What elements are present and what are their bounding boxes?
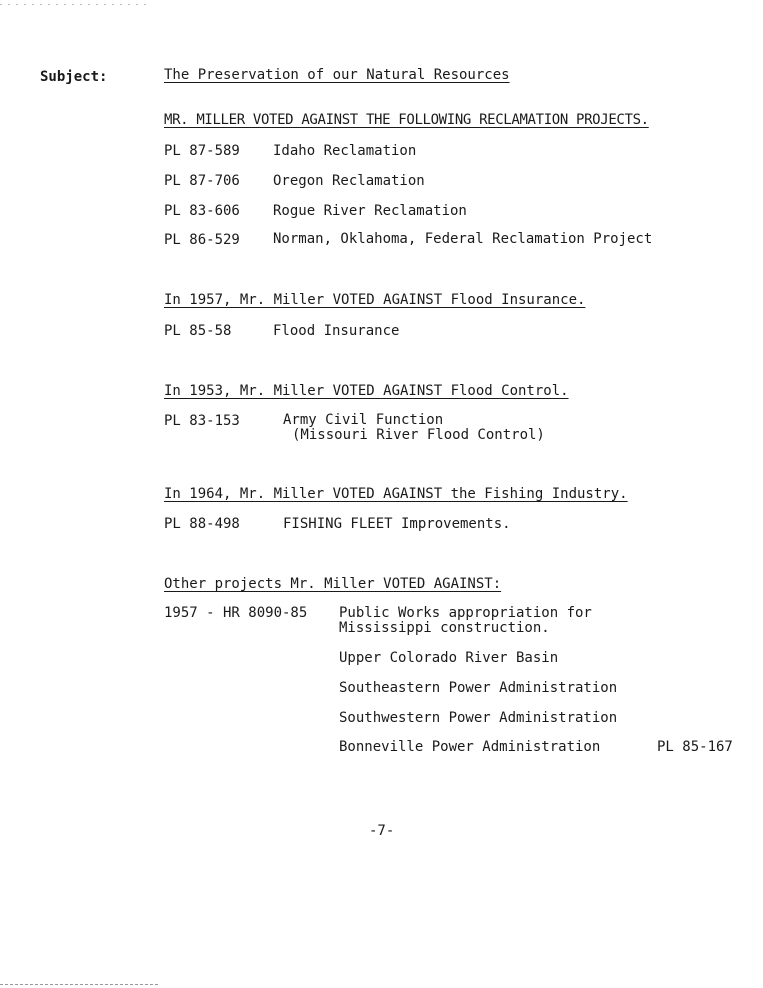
pl-number: PL 85-58 (164, 323, 232, 339)
project-description: Rogue River Reclamation (273, 203, 467, 219)
scan-artifact-bottom (0, 984, 160, 985)
project-description: Army Civil Function (283, 412, 444, 428)
section-heading-fishing: In 1964, Mr. Miller VOTED AGAINST the Fishing Industry. (164, 486, 628, 502)
project-description: Bonneville Power Administration (339, 739, 601, 755)
project-description: Flood Insurance (273, 323, 400, 339)
project-description: Southeastern Power Administration (339, 680, 618, 696)
subject-title: The Preservation of our Natural Resources (164, 67, 510, 83)
pl-number: PL 87-589 (164, 143, 240, 159)
section-heading-reclamation: MR. MILLER VOTED AGAINST THE FOLLOWING RECLAMATION PROJECTS. (164, 112, 649, 128)
project-description-continued: Mississippi construction. (339, 620, 550, 636)
page-number: -7- (369, 823, 395, 839)
project-description: Southwestern Power Administration (339, 710, 618, 726)
section-heading-flood-insurance: In 1957, Mr. Miller VOTED AGAINST Flood Insurance. (164, 292, 586, 308)
project-description: Upper Colorado River Basin (339, 650, 559, 666)
pl-number: PL 88-498 (164, 516, 240, 532)
pl-number: PL 86-529 (164, 232, 240, 248)
hr-reference: 1957 - HR 8090-85 (164, 605, 308, 621)
pl-number: PL 83-606 (164, 203, 240, 219)
project-description-continued: (Missouri River Flood Control) (292, 427, 545, 443)
section-heading-flood-control: In 1953, Mr. Miller VOTED AGAINST Flood Control. (164, 383, 569, 399)
pl-number: PL 87-706 (164, 173, 240, 189)
scan-artifact-top (0, 4, 150, 5)
project-description: Idaho Reclamation (273, 143, 417, 159)
project-description: Norman, Oklahoma, Federal Reclamation Project (273, 231, 653, 247)
section-heading-other-projects: Other projects Mr. Miller VOTED AGAINST: (164, 576, 502, 592)
subject-label: Subject: (40, 69, 108, 85)
project-description: Public Works appropriation for (339, 605, 592, 621)
project-description: FISHING FLEET Improvements. (283, 516, 511, 532)
pl-number: PL 85-167 (657, 739, 733, 755)
project-description: Oregon Reclamation (273, 173, 425, 189)
pl-number: PL 83-153 (164, 413, 240, 429)
